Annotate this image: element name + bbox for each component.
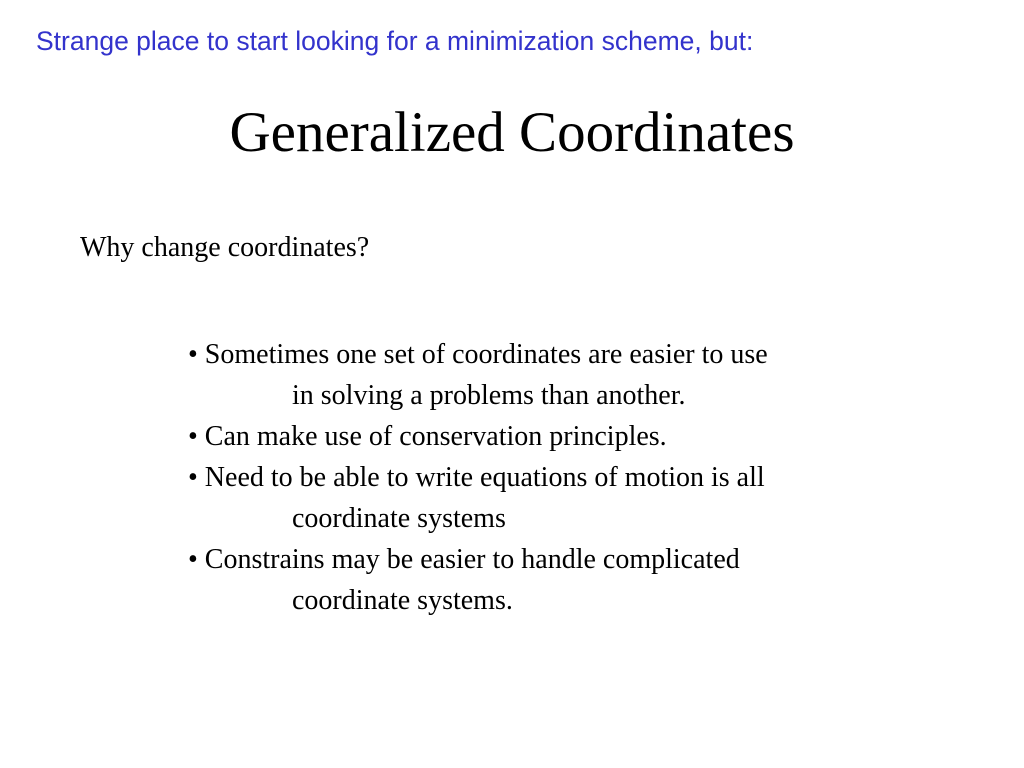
bullet-continuation: coordinate systems. xyxy=(292,585,513,616)
bullet-list xyxy=(188,334,768,621)
slide-subtitle: Why change coordinates? xyxy=(80,232,370,263)
bullet-continuation: coordinate systems xyxy=(292,503,506,534)
bullet-item: • Can make use of conservation principles. xyxy=(188,421,667,452)
bullet-continuation: in solving a problems than another. xyxy=(292,380,686,411)
slide-title: Generalized Coordinates xyxy=(229,101,795,164)
bullet-item: • Constrains may be easier to handle complicated xyxy=(188,544,740,575)
header-note: Strange place to start looking for a minimization scheme, but: xyxy=(36,26,754,56)
bullet-item: • Need to be able to write equations of motion is all xyxy=(188,462,765,493)
bullet-item: • Sometimes one set of coordinates are easier to use xyxy=(188,339,768,370)
